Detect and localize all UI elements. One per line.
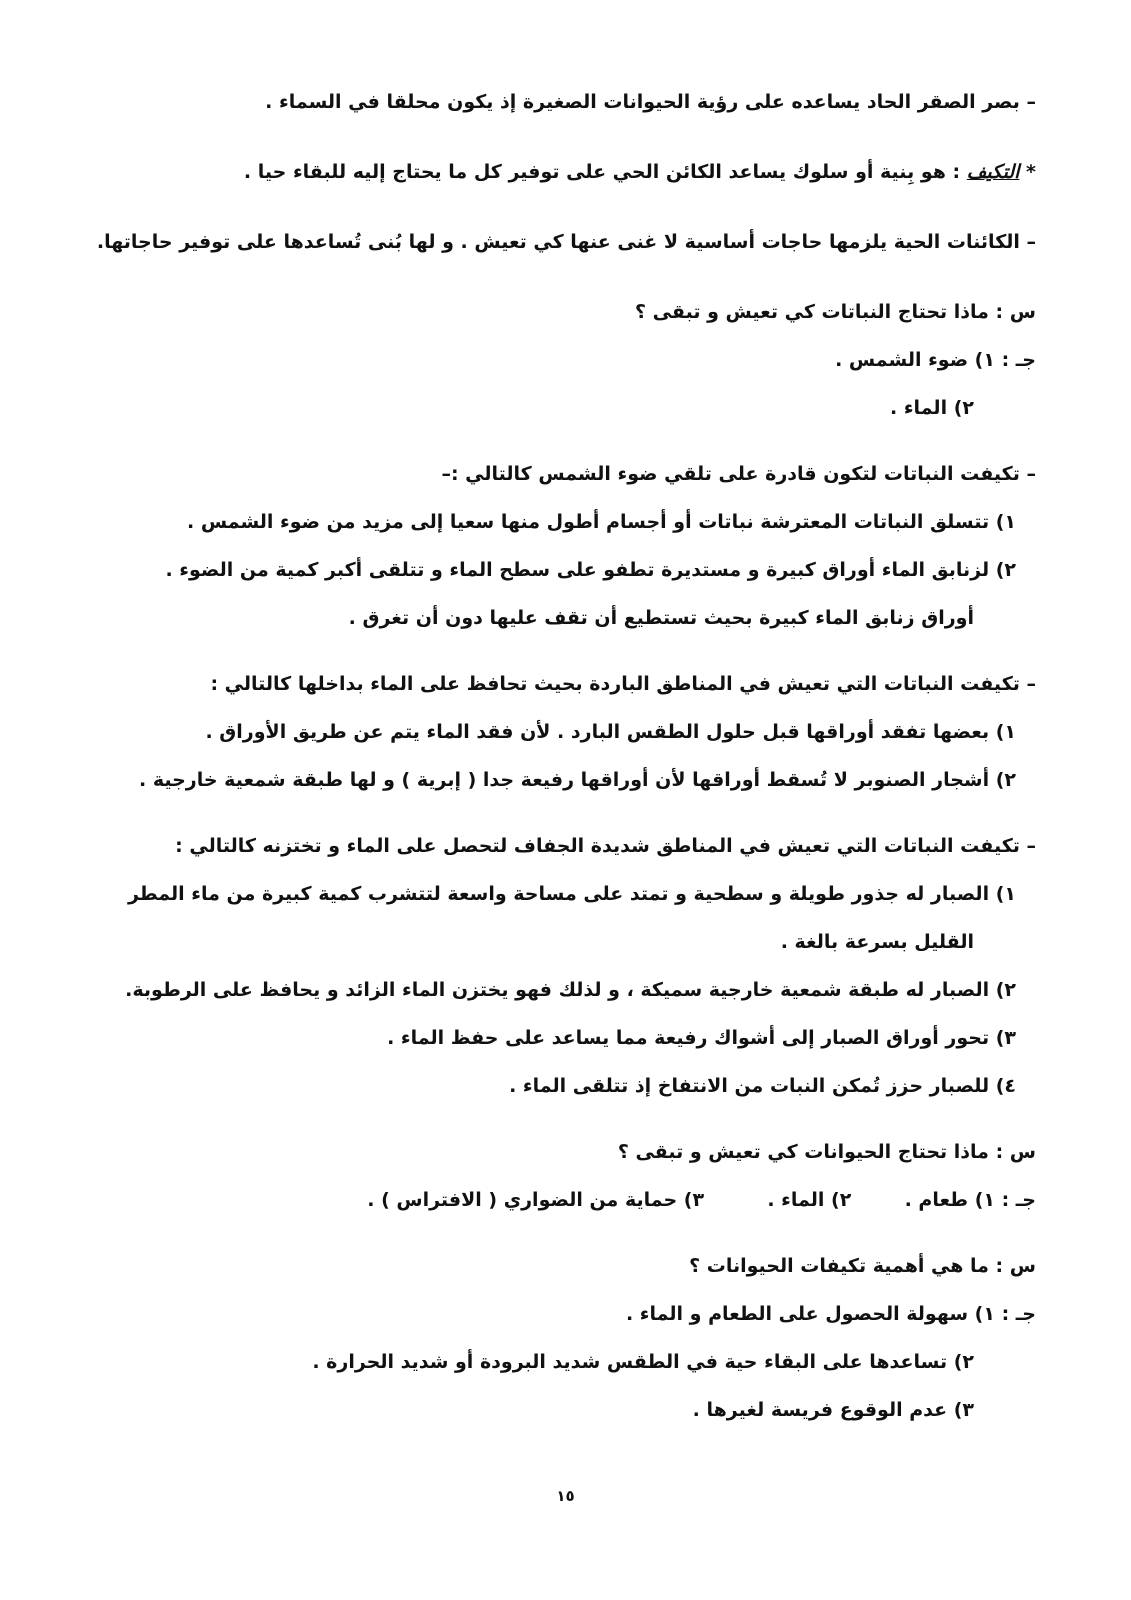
sunlight-item-1: ١) تتسلق النباتات المعترشة نباتات أو أجسام أطول منها سعيا إلى مزيد من ضوء الشمس .	[187, 511, 1016, 533]
page-number: ١٥	[556, 1487, 575, 1505]
cold-item-1: ١) بعضها تفقد أوراقها قبل حلول الطقس البارد . لأن فقد الماء يتم عن طريق الأوراق .	[205, 721, 1016, 743]
section-cold-heading: – تكيفت النباتات التي تعيش في المناطق الباردة بحيث تحافظ على الماء بداخلها كالتالي :	[210, 673, 1036, 695]
dry-item-1: ١) الصبار له جذور طويلة و سطحية و تمتد على مساحة واسعة لتتشرب كمية كبيرة من ماء المطر	[127, 883, 1016, 905]
paragraph-falcon-vision: – بصر الصقر الحاد يساعده على رؤية الحيوانات الصغيرة إذ يكون محلقا في السماء .	[265, 91, 1036, 113]
importance-item-1: جـ : ١) سهولة الحصول على الطعام و الماء .	[625, 1303, 1036, 1325]
paragraph-basic-needs: – الكائنات الحية يلزمها حاجات أساسية لا غنى عنها كي تعيش . و لها بُنى تُساعدها على توفير حاجاتها.	[96, 231, 1036, 253]
answer-animals-needs	[367, 1186, 1036, 1214]
definition-text: : هو بِنية أو سلوك يساعد الكائن الحي على توفير كل ما يحتاج إليه للبقاء حيا .	[243, 161, 967, 183]
animals-need-water: ٢) الماء .	[767, 1189, 852, 1211]
dry-item-4: ٤) للصبار حزز تُمكن النبات من الانتفاخ إذ تتلقى الماء .	[509, 1075, 1016, 1097]
importance-item-2: ٢) تساعدها على البقاء حية في الطقس شديد البرودة أو شديد الحرارة .	[312, 1351, 974, 1373]
definition-term: التكيف	[966, 161, 1020, 183]
cold-item-2: ٢) أشجار الصنوبر لا تُسقط أوراقها لأن أوراقها رفيعة جدا ( إبرية ) و لها طبقة شمعية خارجية .	[139, 769, 1016, 791]
animals-need-protection: ٣) حماية من الضواري ( الافتراس ) .	[367, 1189, 705, 1211]
definition-adaptation	[244, 158, 1036, 186]
dry-item-1-cont: القليل بسرعة بالغة .	[780, 931, 974, 953]
importance-item-3: ٣) عدم الوقوع فريسة لغيرها .	[692, 1399, 974, 1421]
dry-item-3: ٣) تحور أوراق الصبار إلى أشواك رفيعة مما يساعد على حفظ الماء .	[387, 1027, 1016, 1049]
dry-item-2: ٢) الصبار له طبقة شمعية خارجية سميكة ، و لذلك فهو يختزن الماء الزائد و يحافظ على الرطوبة.	[125, 979, 1016, 1001]
section-dry-heading: – تكيفت النباتات التي تعيش في المناطق شديدة الجفاف لتحصل على الماء و تختزنه كالتالي :	[175, 835, 1036, 857]
definition-bullet: *	[1019, 161, 1036, 183]
question-plants-needs: س : ماذا تحتاج النباتات كي تعيش و تبقى ؟	[635, 301, 1036, 323]
sunlight-item-2-note: أوراق زنابق الماء كبيرة بحيث تستطيع أن تقف عليها دون أن تغرق .	[348, 607, 974, 629]
answer-plants-sunlight: جـ : ١) ضوء الشمس .	[835, 349, 1036, 371]
answer-plants-water: ٢) الماء .	[890, 397, 974, 419]
section-sunlight-heading: – تكيفت النباتات لتكون قادرة على تلقي ضوء الشمس كالتالي :–	[441, 463, 1036, 485]
animals-need-food: جـ : ١) طعام .	[904, 1189, 1036, 1211]
question-adaptation-importance: س : ما هي أهمية تكيفات الحيوانات ؟	[689, 1255, 1036, 1277]
sunlight-item-2: ٢) لزنابق الماء أوراق كبيرة و مستديرة تطفو على سطح الماء و تتلقى أكبر كمية من الضوء .	[165, 559, 1016, 581]
question-animals-needs: س : ماذا تحتاج الحيوانات كي تعيش و تبقى ؟	[617, 1141, 1036, 1163]
